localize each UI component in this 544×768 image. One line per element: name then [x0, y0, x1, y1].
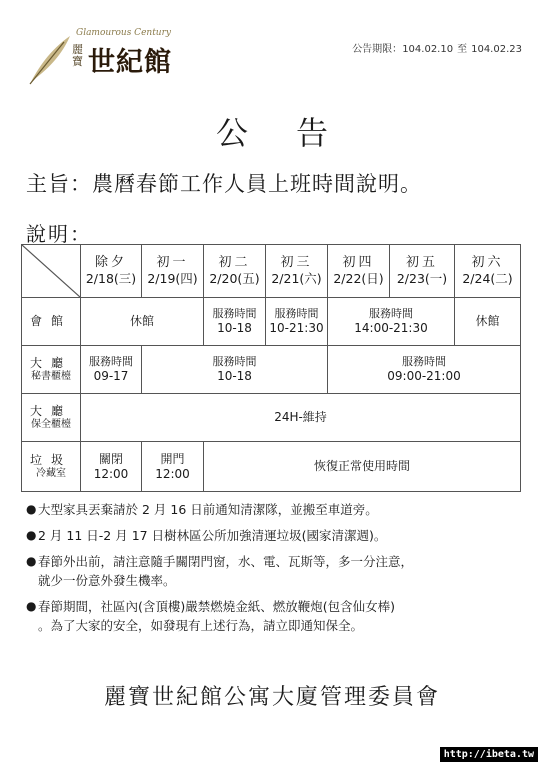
- quill-feather-icon: [24, 32, 74, 86]
- list-item: ● 春節期間，社區內(含頂樓)嚴禁燃燒金紙、燃放鞭炮(包含仙女棒) 。為了大家的安全，如發現有上述行為，請立即通知保全。: [26, 599, 396, 633]
- watermark: http://ibeta.tw: [440, 747, 538, 762]
- period-label: 公告期限：: [352, 44, 403, 55]
- table-cell: 關閉 12:00: [81, 442, 142, 492]
- logo: [24, 28, 194, 88]
- row-label: 會館: [22, 298, 81, 346]
- day-header: 初一 2/19(四): [142, 245, 204, 298]
- lobby-security-row: [22, 394, 521, 442]
- table-cell: 休館: [81, 298, 204, 346]
- table-cell: 服務時間 10-18: [142, 346, 328, 394]
- bullet-icon: ●: [26, 502, 37, 516]
- logo-script-text: Glamourous Century: [76, 28, 171, 38]
- garbage-row: [22, 442, 521, 492]
- logo-big-text: 世紀館: [88, 47, 172, 78]
- day-header: 初五 2/23(一): [390, 245, 455, 298]
- logo-small-text: 麗寶: [72, 43, 83, 68]
- bullet-icon: ●: [26, 528, 37, 542]
- row-label: 大廳 保全櫃檯: [22, 394, 81, 442]
- day-header: 初六 2/24(二): [455, 245, 521, 298]
- explain-heading: 說明：: [26, 222, 92, 246]
- table-cell: 休館: [455, 298, 521, 346]
- schedule-table: [21, 244, 521, 492]
- list-item: ● 春節外出前，請注意隨手關閉門窗，水、電、瓦斯等，多一分注意， 就少一份意外發生機率。: [26, 554, 414, 588]
- table-cell: 服務時間 09-17: [81, 346, 142, 394]
- notice-period: [352, 40, 522, 55]
- row-label: 垃圾 冷藏室: [22, 442, 81, 492]
- day-header: 除夕 2/18(三): [81, 245, 142, 298]
- list-item: ● 大型家具丟棄請於 2 月 16 日前通知清潔隊，並搬至車道旁。: [26, 502, 378, 517]
- table-cell: 服務時間 10-21:30: [266, 298, 328, 346]
- row-label: 大廳 秘書櫃檯: [22, 346, 81, 394]
- bullet-icon: ●: [26, 554, 37, 568]
- diagonal-corner-cell: [22, 245, 81, 298]
- lobby-secretary-row: [22, 346, 521, 394]
- table-header-row: [22, 245, 521, 298]
- day-header: 初三 2/21(六): [266, 245, 328, 298]
- period-start: 104.02.10: [402, 44, 454, 55]
- clubhouse-row: [22, 298, 521, 346]
- table-cell: 服務時間 10-18: [204, 298, 266, 346]
- subject-line: 主旨：農曆春節工作人員上班時間說明。: [26, 172, 422, 196]
- diagonal-line: [22, 245, 80, 297]
- list-item: ● 2 月 11 日-2 月 17 日樹林區公所加強清運垃圾(國家清潔週)。: [26, 528, 387, 543]
- notes-list: [26, 500, 526, 642]
- day-header: 初二 2/20(五): [204, 245, 266, 298]
- table-cell: 恢復正常使用時間: [204, 442, 521, 492]
- table-cell: 服務時間 14:00-21:30: [328, 298, 455, 346]
- period-mid: 至: [457, 44, 468, 55]
- page-title: 公告: [215, 114, 376, 152]
- bullet-icon: ●: [26, 599, 37, 613]
- table-cell: 開門 12:00: [142, 442, 204, 492]
- table-cell: 24H-維持: [81, 394, 521, 442]
- day-header: 初四 2/22(日): [328, 245, 390, 298]
- committee-signature: 麗寶世紀館公寓大廈管理委員會: [103, 685, 440, 710]
- period-end: 104.02.23: [471, 44, 522, 55]
- table-cell: 服務時間 09:00-21:00: [328, 346, 521, 394]
